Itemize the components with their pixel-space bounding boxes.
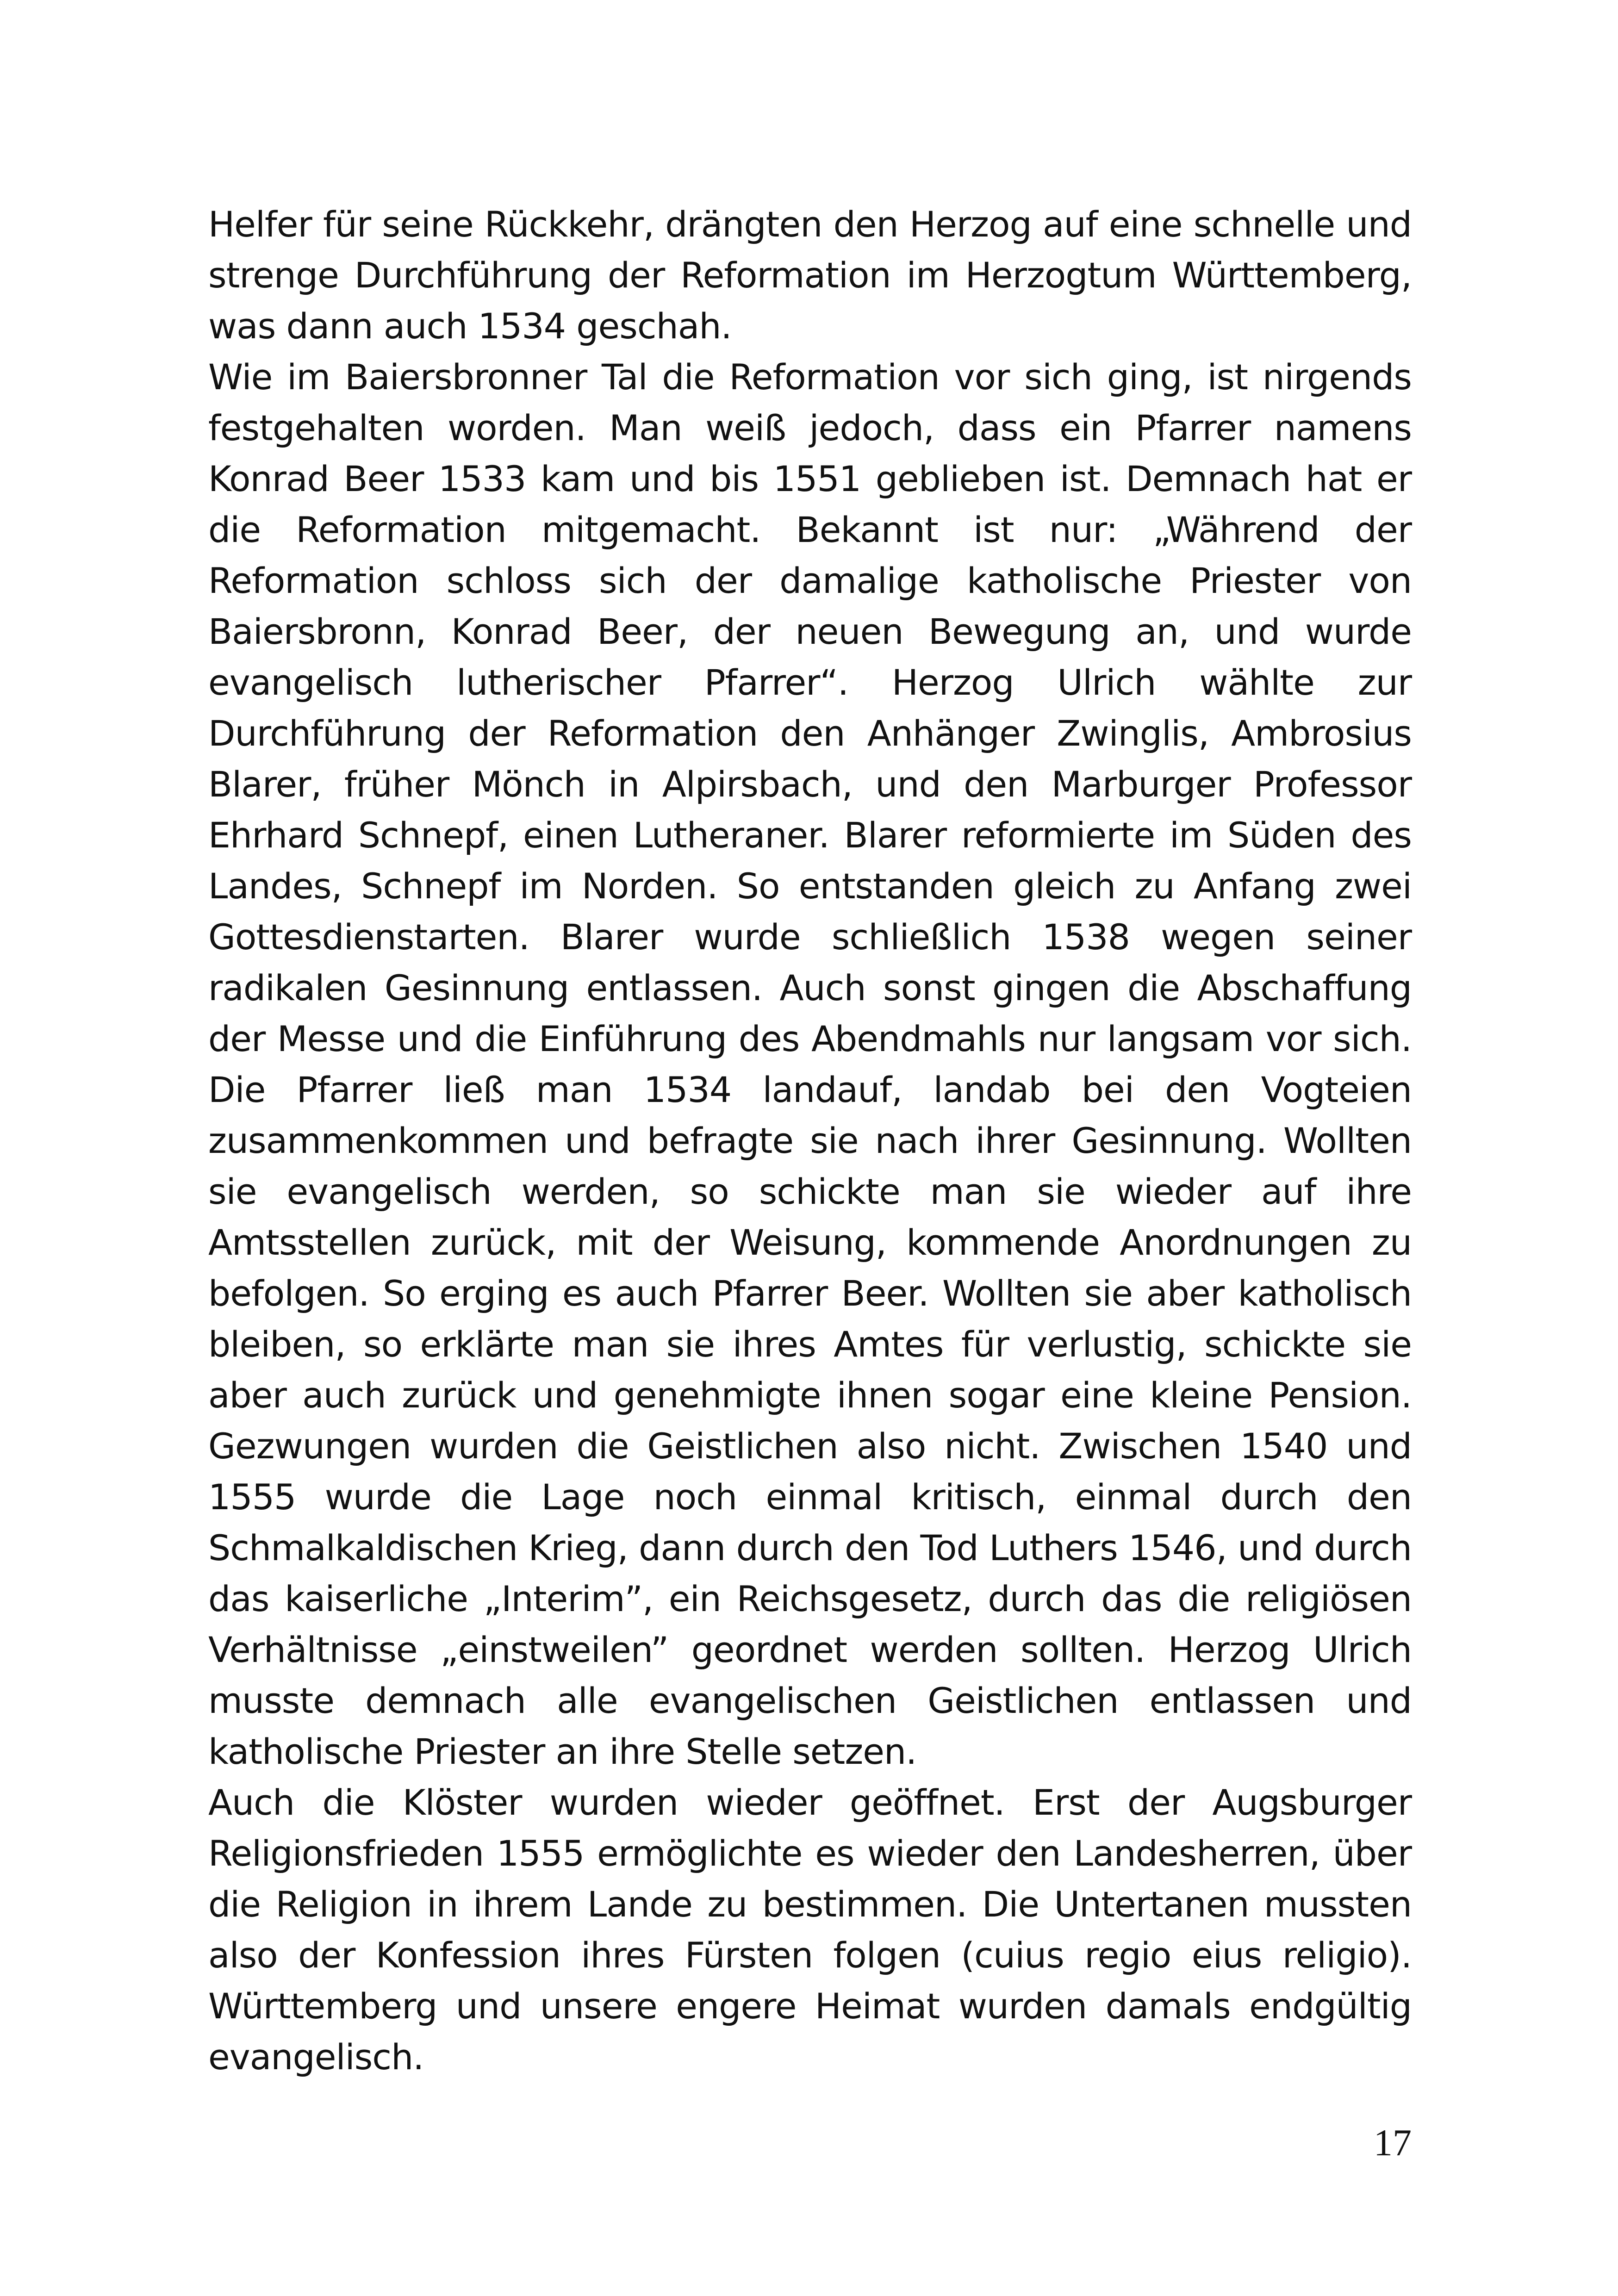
page-number: 17 bbox=[1374, 2122, 1412, 2164]
paragraph-2: Wie im Baiersbronner Tal die Reformation vor sich ging, ist nirgends festgehalten worden. Man weiß jedoch, dass ein Pfarrer namens Konrad Beer 1533 kam und bis 1551 geblieben ist. Demnach hat er die Reformation mitgemacht. Bekannt ist nur: „Während der Reformation schloss sich der damalige katholische Priester von Baiersbronn, Konrad Beer, der neuen Bewegung an, und wurde evangelisch lutherischer Pfarrer“. Herzog Ulrich wählte zur Durchführung der Reformation den Anhänger Zwinglis, Ambrosius Blarer, früher Mönch in Alpirsbach, und den Marburger Professor Ehrhard Schnepf, einen Lutheraner. Blarer reformierte im Süden des Landes, Schnepf im Norden. So entstanden gleich zu Anfang zwei Gottesdienstarten. Blarer wurde schließlich 1538 wegen seiner radikalen Gesinnung entlassen. Auch sonst gingen die Abschaffung der Messe und die Einführung des Abendmahls nur langsam vor sich. Die Pfarrer ließ man 1534 landauf, landab bei den Vogteien zusammenkommen und befragte sie nach ihrer Gesinnung. Wollten sie evangelisch werden, so schickte man sie wieder auf ihre Amtsstellen zurück, mit der Weisung, kommende Anordnungen zu befolgen. So erging es auch Pfarrer Beer. Wollten sie aber katholisch bleiben, so erklärte man sie ihres Amtes für verlustig, schickte sie aber auch zurück und genehmigte ihnen sogar eine kleine Pension. Gezwungen wurden die Geistlichen also nicht. Zwischen 1540 und 1555 wurde die Lage noch einmal kritisch, einmal durch den Schmalkaldischen Krieg, dann durch den Tod Luthers 1546, und durch das kaiserliche „Interim”, ein Reichsgesetz, durch das die religiösen Verhältnisse „einstweilen” geordnet werden sollten. Herzog Ulrich musste demnach alle evangelischen Geistlichen entlassen und katholische Priester an ihre Stelle setzen. bbox=[208, 356, 1412, 1772]
paragraph-1: Helfer für seine Rückkehr, drängten den Herzog auf eine schnelle und strenge Durchführung der Reformation im Herzogtum Württemberg, was dann auch 1534 geschah. bbox=[208, 204, 1412, 347]
paragraph-3: Auch die Klöster wurden wieder geöffnet. Erst der Augsburger Religionsfrieden 1555 ermöglichte es wieder den Landesherren, über die Religion in ihrem Lande zu bestimmen. Die Untertanen mussten also der Konfession ihres Fürsten folgen (cuius regio eius religio). Württemberg und unsere engere Heimat wurden damals endgültig evangelisch. bbox=[208, 1782, 1412, 2078]
body-text bbox=[208, 199, 1412, 2083]
